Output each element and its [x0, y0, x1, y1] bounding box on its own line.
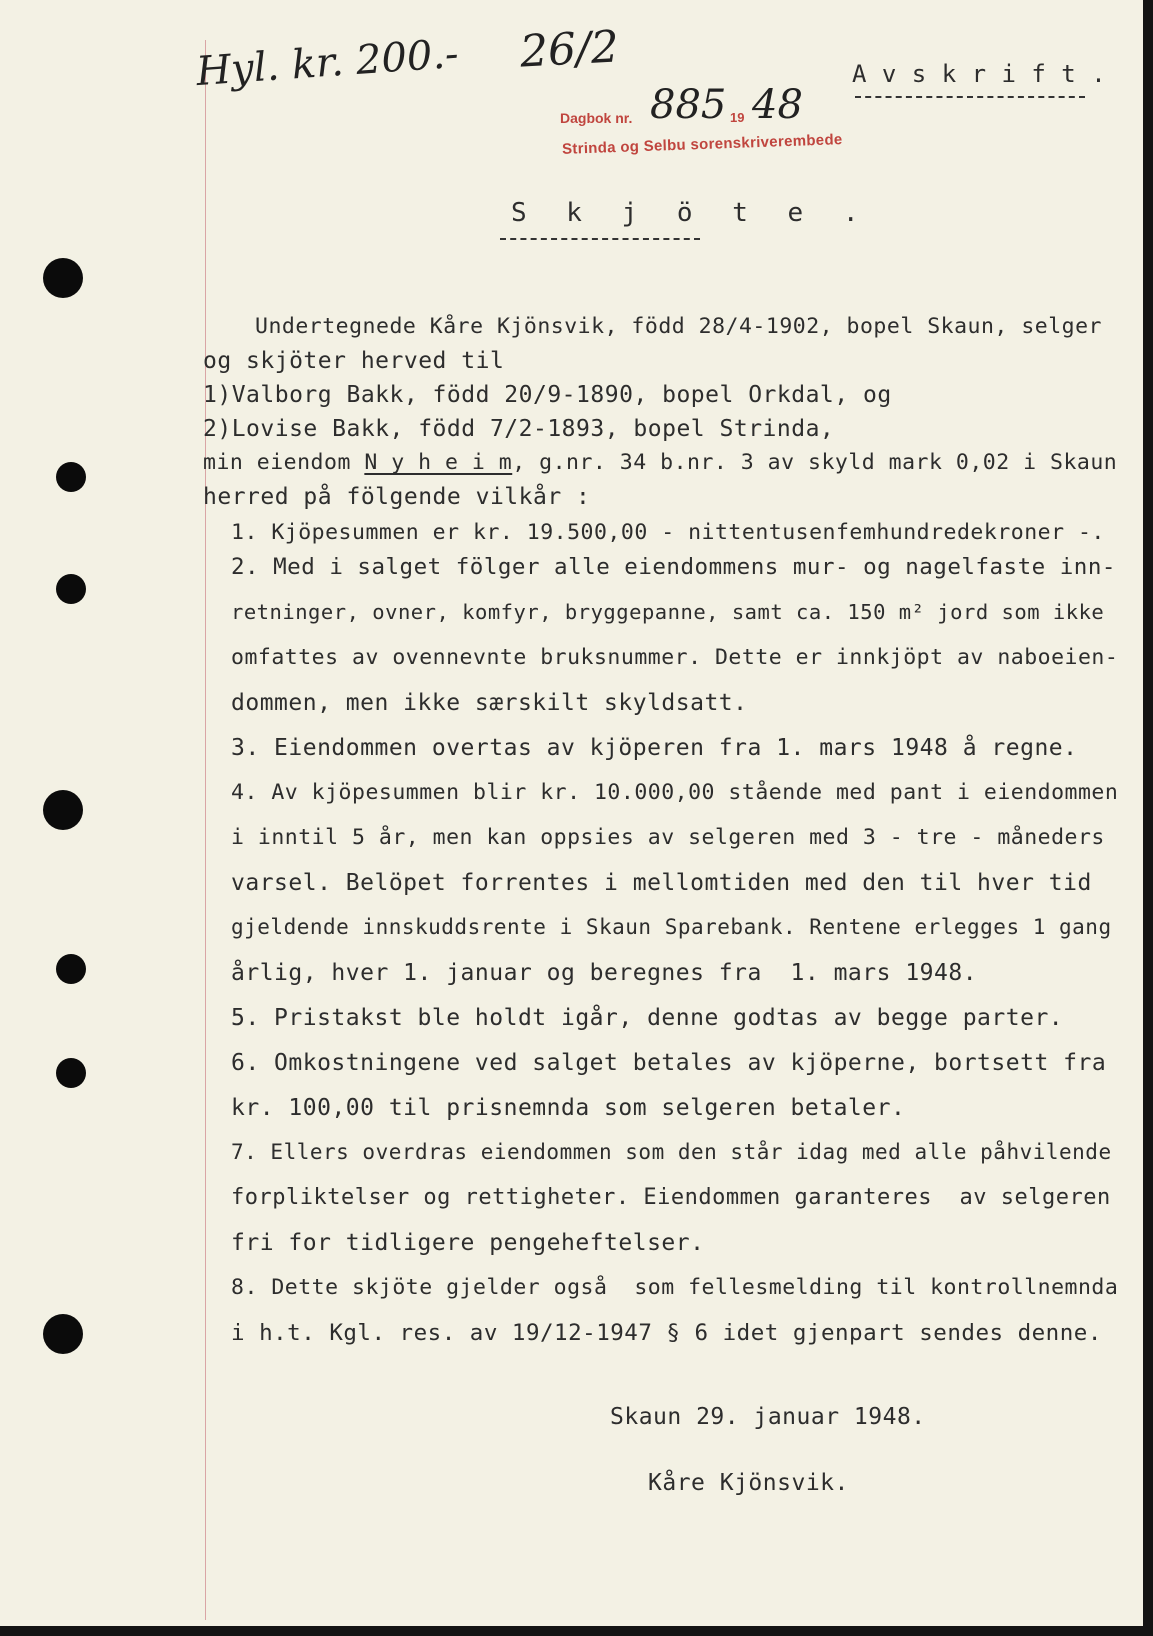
condition-line: 2. Med i salget fölger alle eiendommens mur- og nagelfaste inn-: [231, 554, 1116, 580]
body-line: Undertegnede Kåre Kjönsvik, född 28/4-1902, bopel Skaun, selger: [255, 314, 1102, 339]
condition-line: årlig, hver 1. januar og beregnes fra 1. mars 1948.: [231, 960, 978, 986]
condition-line: 4. Av kjöpesummen blir kr. 10.000,00 stående med pant i eiendommen: [231, 780, 1119, 805]
condition-line: gjeldende innskuddsrente i Skaun Sparebank. Rentene erlegges 1 gang: [231, 915, 1112, 939]
document-title: S k j ö t e .: [511, 198, 871, 228]
stamp-diary-label: Dagbok nr.: [560, 110, 633, 126]
punch-hole: [43, 1314, 83, 1354]
conditions-intro: herred på fölgende vilkår :: [203, 484, 591, 510]
scan-edge-bottom: [0, 1626, 1153, 1636]
condition-line: kr. 100,00 til prisnemnda som selgeren betaler.: [231, 1095, 906, 1121]
handwritten-reference: Hyl. kr. 200.-: [194, 30, 460, 96]
condition-line: 8. Dette skjöte gjelder også som fellesmelding til kontrollnemnda: [231, 1275, 1119, 1300]
copy-label: A v s k r i f t .: [852, 60, 1107, 88]
copy-label-underline: [855, 96, 1085, 98]
condition-line: varsel. Belöpet forrentes i mellomtiden med den til hver tid: [231, 870, 1092, 896]
property-name: N y h e i m: [364, 450, 513, 475]
condition-line: i h.t. Kgl. res. av 19/12-1947 § 6 idet gjenpart sendes denne.: [231, 1320, 1102, 1346]
condition-line: omfattes av ovennevnte bruksnummer. Dette er innkjöpt av naboeien-: [231, 645, 1119, 670]
handwritten-diary-number: 885: [650, 82, 727, 128]
signature: Kåre Kjönsvik.: [648, 1470, 849, 1496]
condition-line: dommen, men ikke særskilt skyldsatt.: [231, 690, 748, 716]
margin-line: [205, 40, 206, 1620]
body-line: 2)Lovise Bakk, född 7/2-1893, bopel Strinda,: [203, 416, 835, 442]
condition-line: 7. Ellers overdras eiendommen som den står idag med alle påhvilende: [231, 1140, 1112, 1164]
scan-edge-right: [1143, 0, 1153, 1636]
handwritten-diary-year: 48: [752, 82, 803, 128]
place-date: Skaun 29. januar 1948.: [610, 1404, 926, 1430]
stamp-year-prefix: 19: [730, 110, 745, 125]
punch-hole: [43, 790, 83, 830]
stamp-office: Strinda og Selbu sorenskriverembede: [561, 131, 843, 158]
condition-line: 6. Omkostningene ved salget betales av kjöperne, bortsett fra: [231, 1050, 1107, 1076]
punch-hole: [56, 954, 86, 984]
condition-line: 3. Eiendommen overtas av kjöperen fra 1. mars 1948 å regne.: [231, 735, 1078, 761]
punch-hole: [56, 462, 86, 492]
handwritten-date: 26/2: [518, 21, 621, 78]
punch-hole: [56, 574, 86, 604]
property-suffix: , g.nr. 34 b.nr. 3 av skyld mark 0,02 i Skaun: [512, 450, 1118, 475]
property-line: [203, 450, 1117, 475]
punch-hole: [56, 1058, 86, 1088]
condition-line: 1. Kjöpesummen er kr. 19.500,00 - nittentusenfemhundredekroner -.: [231, 520, 1105, 545]
condition-line: forpliktelser og rettigheter. Eiendommen garanteres av selgeren: [231, 1185, 1111, 1210]
condition-line: fri for tidligere pengeheftelser.: [231, 1230, 705, 1256]
title-underline: [500, 238, 700, 240]
stamp-diary: [560, 110, 632, 126]
condition-line: i inntil 5 år, men kan oppsies av selgeren med 3 - tre - måneders: [231, 825, 1105, 850]
body-line: og skjöter herved til: [203, 348, 505, 374]
body-line: 1)Valborg Bakk, född 20/9-1890, bopel Orkdal, og: [203, 382, 892, 408]
property-prefix: min eiendom: [203, 450, 365, 475]
condition-line: retninger, ovner, komfyr, bryggepanne, samt ca. 150 m² jord som ikke: [231, 600, 1105, 624]
punch-hole: [43, 258, 83, 298]
condition-line: 5. Pristakst ble holdt igår, denne godtas av begge parter.: [231, 1005, 1064, 1031]
